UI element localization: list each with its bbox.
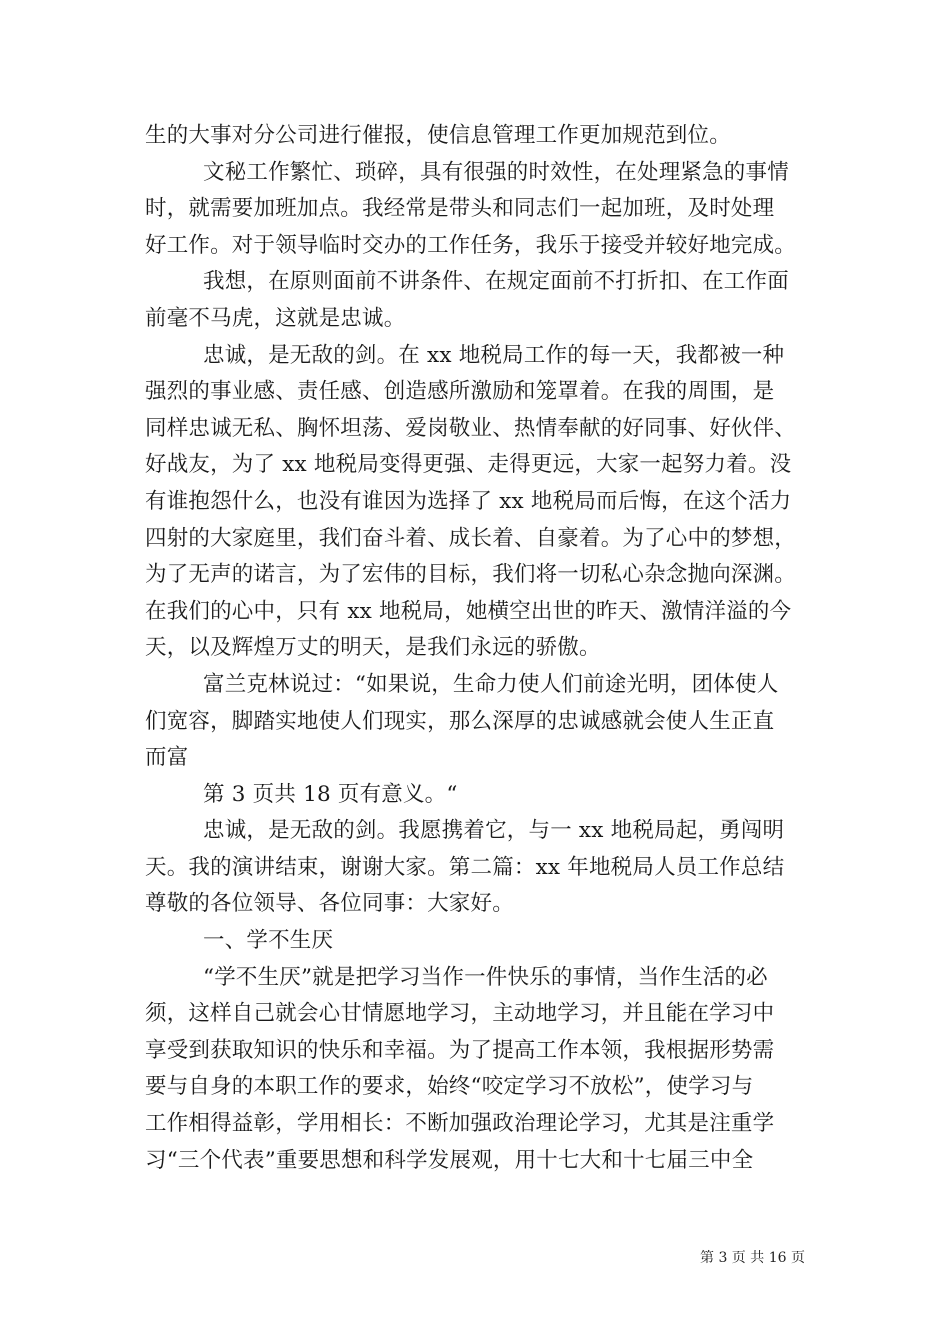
text-line: 好工作。对于领导临时交办的工作任务，我乐于接受并较好地完成。 bbox=[145, 232, 797, 258]
text-line: 尊敬的各位领导、各位同事：大家好。 bbox=[145, 891, 514, 917]
text-line: 为了无声的诺言，为了宏伟的目标，我们将一切私心杂念抛向深渊。 bbox=[145, 562, 797, 588]
text-line: 须，这样自己就会心甘情愿地学习，主动地学习，并且能在学习中 bbox=[145, 1001, 775, 1027]
text-line: 强烈的事业感、责任感、创造感所激励和笼罩着。在我的周围，是 bbox=[145, 379, 775, 405]
text-line: 忠诚，是无敌的剑。我愿携着它，与一 xx 地税局起，勇闯明 bbox=[203, 818, 785, 844]
text-line: 生的大事对分公司进行催报，使信息管理工作更加规范到位。 bbox=[145, 123, 731, 148]
text-line: 们宽容，脚踏实地使人们现实，那么深厚的忠诚感就会使人生正直 bbox=[145, 708, 775, 734]
page-footer: 第 3 页 共 16 页 bbox=[700, 1250, 805, 1266]
text-line: “学不生厌”就是把学习当作一件快乐的事情，当作生活的必 bbox=[203, 964, 768, 990]
text-line: 富兰克林说过：“如果说，生命力使人们前途光明，团体使人 bbox=[203, 671, 779, 697]
text-line: 天。我的演讲结束，谢谢大家。第二篇：xx 年地税局人员工作总结 bbox=[145, 854, 785, 880]
text-line: 好战友，为了 xx 地税局变得更强、走得更远，大家一起努力着。没 bbox=[145, 452, 792, 478]
text-line: 要与自身的本职工作的要求，始终“咬定学习不放松”，使学习与 bbox=[145, 1074, 754, 1100]
text-line: 我想，在原则面前不讲条件、在规定面前不打折扣、在工作面 bbox=[203, 269, 789, 295]
text-line: 时，就需要加班加点。我经常是带头和同志们一起加班，及时处理 bbox=[145, 196, 775, 222]
text-line: 工作相得益彰，学用相长：不断加强政治理论学习，尤其是注重学 bbox=[145, 1111, 775, 1137]
text-line: 一、学不生厌 bbox=[203, 928, 334, 954]
text-line: 第 3 页共 18 页有意义。“ bbox=[203, 781, 458, 807]
document-body bbox=[145, 118, 811, 1179]
text-line: 享受到获取知识的快乐和幸福。为了提高工作本领，我根据形势需 bbox=[145, 1037, 775, 1063]
text-line: 文秘工作繁忙、琐碎，具有很强的时效性，在处理紧急的事情 bbox=[203, 159, 789, 185]
text-line: 有谁抱怨什么，也没有谁因为选择了 xx 地税局而后悔，在这个活力 bbox=[145, 488, 792, 514]
text-line: 同样忠诚无私、胸怀坦荡、爱岗敬业、热情奉献的好同事、好伙伴、 bbox=[145, 415, 797, 441]
text-line: 四射的大家庭里，我们奋斗着、成长着、自豪着。为了心中的梦想， bbox=[145, 525, 797, 551]
text-line: 在我们的心中，只有 xx 地税局，她横空出世的昨天、激情洋溢的今 bbox=[145, 598, 792, 624]
text-line: 忠诚，是无敌的剑。在 xx 地税局工作的每一天，我都被一种 bbox=[203, 342, 785, 368]
text-line: 天，以及辉煌万丈的明天，是我们永远的骄傲。 bbox=[145, 635, 601, 661]
text-line: 前毫不马虎，这就是忠诚。 bbox=[145, 305, 406, 331]
text-line: 习“三个代表”重要思想和科学发展观，用十七大和十七届三中全 bbox=[145, 1147, 754, 1173]
text-line: 而富 bbox=[145, 745, 189, 771]
